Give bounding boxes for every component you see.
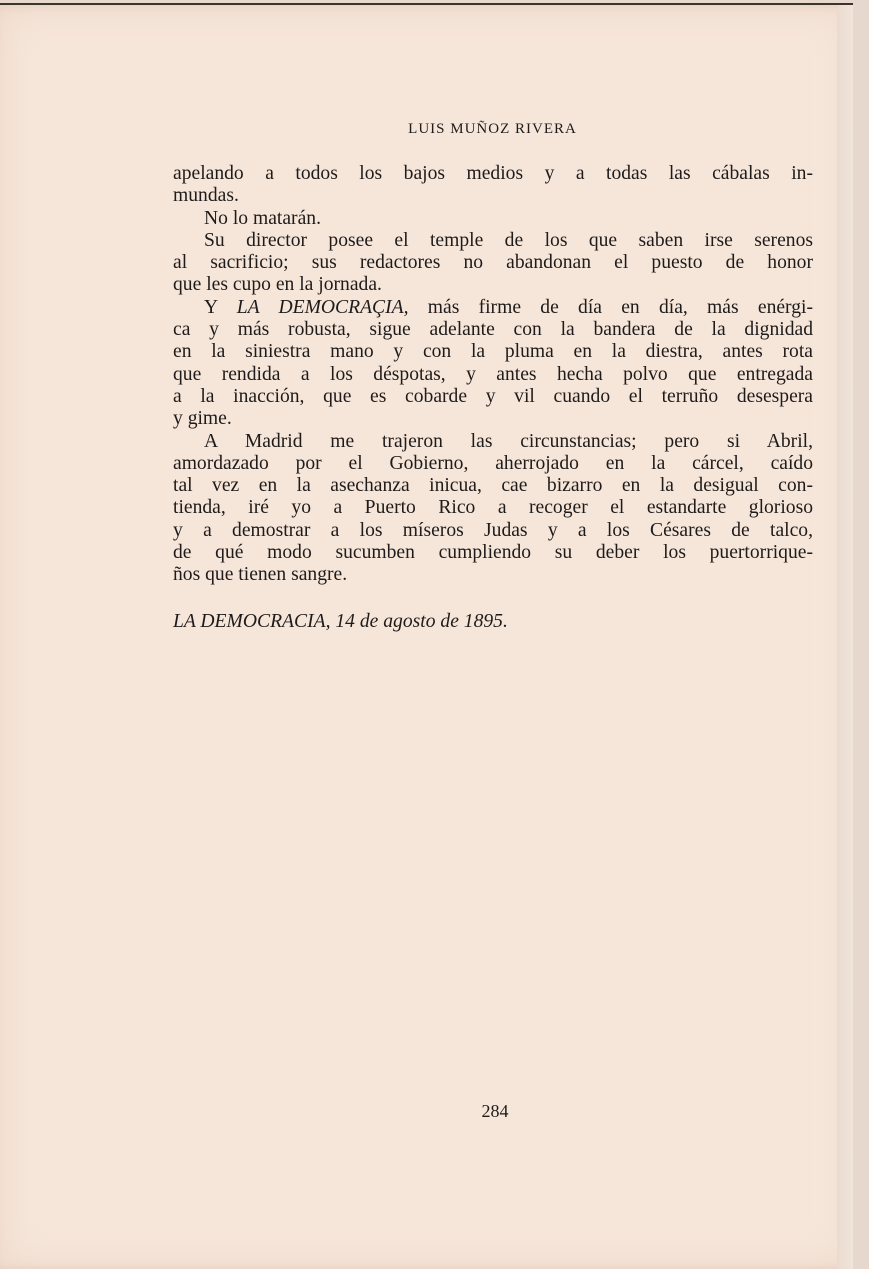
text-line: apelando a todos los bajos medios y a todas las cábalas in- [173,163,813,184]
text-line: mundas. [173,185,239,207]
text-line: No lo matarán. [204,207,321,229]
text-line: que rendida a los déspotas, y antes hecha polvo que entregada [173,363,813,385]
text-line: A Madrid me trajeron las circunstancias; pero si Abril, [204,430,813,452]
page-edge [837,5,853,1269]
page-number: 284 [481,1101,509,1121]
text-line: que les cupo en la jornada. [173,274,382,296]
signature-date: LA DEMOCRACIA, 14 de agosto de 1895. [173,611,508,632]
text-line: en la siniestra mano y con la pluma en la diestra, antes rota [173,341,813,363]
text-line: ños que tienen sangre. [173,564,348,586]
text-line: amordazado por el Gobierno, aherrojado en la cárcel, caído [173,452,813,474]
running-head: LUIS MUÑOZ RIVERA [408,121,577,137]
text-line: a la inacción, que es cobarde y vil cuando el terruño desespera [173,385,813,407]
text-line-italic-title: Y LA DEMOCRAÇIA, más firme de día en día, más enérgi- [204,296,813,318]
text-line: tienda, iré yo a Puerto Rico a recoger el estandarte glorioso [173,497,813,519]
text-line: y gime. [173,408,232,430]
text-line: tal vez en la asechanza inicua, cae bizarro en la desigual con- [173,475,813,497]
book-page [0,3,853,1269]
body-text [173,163,813,587]
text-line: y a demostrar a los míseros Judas y a los Césares de talco, [173,519,813,541]
text-line: Su director posee el temple de los que saben irse serenos [204,229,813,251]
text-line: de qué modo sucumben cumpliendo su deber los puertorrique- [173,542,813,564]
text-line: al sacrificio; sus redactores no abandonan el puesto de honor [173,252,813,274]
text-line: ca y más robusta, sigue adelante con la bandera de la dignidad [173,319,813,341]
